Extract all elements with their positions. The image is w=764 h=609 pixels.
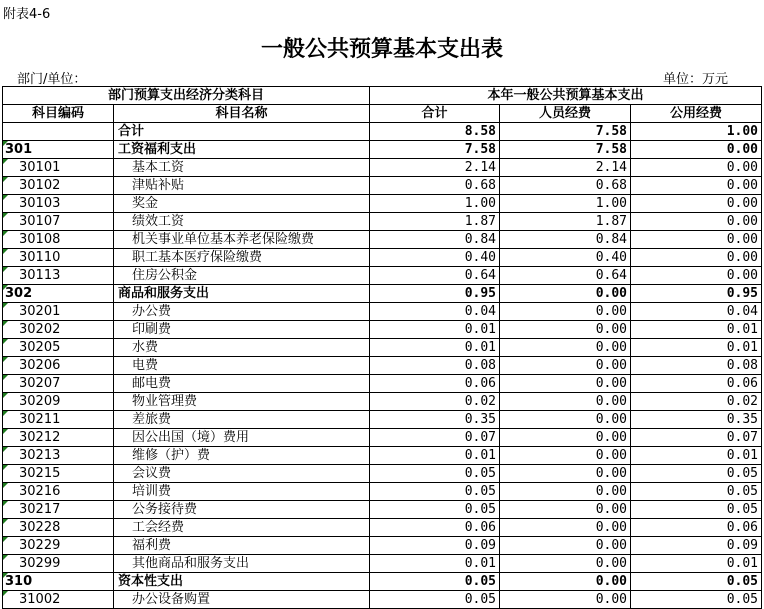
row-public: 0.35 [631, 411, 762, 429]
row-code: 30209 [3, 393, 114, 411]
table-row [3, 303, 762, 321]
row-public: 0.00 [631, 195, 762, 213]
row-name: 机关事业单位基本养老保险缴费 [114, 231, 370, 249]
row-personnel: 0.00 [500, 573, 631, 591]
row-name: 办公费 [114, 303, 370, 321]
table-row [3, 537, 762, 555]
row-personnel: 0.00 [500, 321, 631, 339]
header-public: 公用经费 [631, 105, 762, 123]
row-code: 30207 [3, 375, 114, 393]
expenditure-table [2, 86, 762, 609]
table-row [3, 429, 762, 447]
row-personnel: 0.00 [500, 483, 631, 501]
row-public: 0.02 [631, 393, 762, 411]
header-group-right: 本年一般公共预算基本支出 [370, 87, 762, 105]
row-code: 31002 [3, 591, 114, 609]
row-public: 0.05 [631, 501, 762, 519]
unit-label: 单位：万元 [663, 72, 729, 87]
row-code: 30216 [3, 483, 114, 501]
row-public: 0.05 [631, 591, 762, 609]
row-code: 310 [3, 573, 114, 591]
row-total: 0.84 [370, 231, 500, 249]
row-public: 0.00 [631, 267, 762, 285]
header-row [3, 105, 762, 123]
row-code: 30110 [3, 249, 114, 267]
row-code: 30299 [3, 555, 114, 573]
category-row [3, 141, 762, 159]
row-personnel: 0.00 [500, 285, 631, 303]
row-personnel: 0.00 [500, 447, 631, 465]
row-personnel: 0.00 [500, 465, 631, 483]
row-public: 0.01 [631, 447, 762, 465]
row-name: 职工基本医疗保险缴费 [114, 249, 370, 267]
row-public: 0.05 [631, 465, 762, 483]
row-personnel: 0.00 [500, 429, 631, 447]
row-name: 住房公积金 [114, 267, 370, 285]
row-personnel: 0.40 [500, 249, 631, 267]
row-code: 30201 [3, 303, 114, 321]
row-public: 0.00 [631, 159, 762, 177]
row-public: 0.00 [631, 141, 762, 159]
row-name: 奖金 [114, 195, 370, 213]
category-row [3, 285, 762, 303]
header-personnel: 人员经费 [500, 105, 631, 123]
row-code: 30211 [3, 411, 114, 429]
row-total: 0.40 [370, 249, 500, 267]
row-total: 0.64 [370, 267, 500, 285]
row-name: 福利费 [114, 537, 370, 555]
row-public: 0.01 [631, 321, 762, 339]
row-public: 0.07 [631, 429, 762, 447]
table-row [3, 231, 762, 249]
row-name: 印刷费 [114, 321, 370, 339]
table-row [3, 159, 762, 177]
row-personnel: 0.00 [500, 555, 631, 573]
row-public: 0.01 [631, 339, 762, 357]
row-personnel: 0.00 [500, 339, 631, 357]
table-row [3, 465, 762, 483]
row-public: 0.00 [631, 177, 762, 195]
row-name: 津贴补贴 [114, 177, 370, 195]
row-public: 0.00 [631, 213, 762, 231]
row-total: 0.95 [370, 285, 500, 303]
row-public: 0.05 [631, 483, 762, 501]
row-personnel: 0.00 [500, 501, 631, 519]
row-name: 基本工资 [114, 159, 370, 177]
row-code: 30103 [3, 195, 114, 213]
appendix-note: 附表4-6 [3, 7, 51, 22]
row-total: 0.05 [370, 573, 500, 591]
row-total: 0.07 [370, 429, 500, 447]
row-code: 30229 [3, 537, 114, 555]
table-row [3, 591, 762, 609]
row-personnel: 0.00 [500, 411, 631, 429]
row-name: 差旅费 [114, 411, 370, 429]
table-row [3, 519, 762, 537]
row-personnel: 1.87 [500, 213, 631, 231]
row-total: 0.04 [370, 303, 500, 321]
row-code: 30228 [3, 519, 114, 537]
table-row [3, 375, 762, 393]
row-code: 30212 [3, 429, 114, 447]
row-personnel: 0.00 [500, 537, 631, 555]
row-total: 0.01 [370, 321, 500, 339]
header-total: 合计 [370, 105, 500, 123]
row-code: 30206 [3, 357, 114, 375]
row-code: 30213 [3, 447, 114, 465]
row-code: 30108 [3, 231, 114, 249]
table-row [3, 447, 762, 465]
total-name: 合计 [114, 123, 370, 141]
row-name: 工会经费 [114, 519, 370, 537]
row-name: 维修（护）费 [114, 447, 370, 465]
table-row [3, 321, 762, 339]
row-total: 7.58 [370, 141, 500, 159]
row-code: 30102 [3, 177, 114, 195]
row-total: 0.35 [370, 411, 500, 429]
row-name: 物业管理费 [114, 393, 370, 411]
row-total: 0.01 [370, 447, 500, 465]
row-code: 301 [3, 141, 114, 159]
row-public: 0.95 [631, 285, 762, 303]
row-name: 会议费 [114, 465, 370, 483]
row-personnel: 0.68 [500, 177, 631, 195]
row-name: 公务接待费 [114, 501, 370, 519]
row-name: 办公设备购置 [114, 591, 370, 609]
row-name: 工资福利支出 [114, 141, 370, 159]
table-row [3, 357, 762, 375]
table-row [3, 339, 762, 357]
table-row [3, 501, 762, 519]
table-row [3, 249, 762, 267]
row-name: 因公出国（境）费用 [114, 429, 370, 447]
total-row [3, 123, 762, 141]
row-name: 培训费 [114, 483, 370, 501]
table-row [3, 267, 762, 285]
row-code: 30202 [3, 321, 114, 339]
total-code [3, 123, 114, 141]
table-row [3, 393, 762, 411]
row-personnel: 0.84 [500, 231, 631, 249]
total-total: 8.58 [370, 123, 500, 141]
header-group-left: 部门预算支出经济分类科目 [3, 87, 370, 105]
row-public: 0.00 [631, 249, 762, 267]
row-total: 0.06 [370, 375, 500, 393]
row-code: 30217 [3, 501, 114, 519]
table-row [3, 411, 762, 429]
row-total: 0.05 [370, 501, 500, 519]
row-total: 2.14 [370, 159, 500, 177]
department-label: 部门/单位： [17, 72, 87, 87]
total-personnel: 7.58 [500, 123, 631, 141]
row-name: 其他商品和服务支出 [114, 555, 370, 573]
table-row [3, 195, 762, 213]
row-name: 绩效工资 [114, 213, 370, 231]
row-total: 0.06 [370, 519, 500, 537]
row-public: 0.00 [631, 231, 762, 249]
row-personnel: 0.00 [500, 393, 631, 411]
table-row [3, 483, 762, 501]
header-name: 科目名称 [114, 105, 370, 123]
row-total: 0.05 [370, 483, 500, 501]
row-code: 30205 [3, 339, 114, 357]
row-name: 电费 [114, 357, 370, 375]
row-name: 资本性支出 [114, 573, 370, 591]
row-personnel: 0.00 [500, 375, 631, 393]
row-personnel: 2.14 [500, 159, 631, 177]
row-personnel: 0.64 [500, 267, 631, 285]
row-total: 0.05 [370, 465, 500, 483]
row-code: 30215 [3, 465, 114, 483]
row-total: 0.08 [370, 357, 500, 375]
row-total: 0.05 [370, 591, 500, 609]
row-total: 0.01 [370, 339, 500, 357]
row-total: 1.00 [370, 195, 500, 213]
row-total: 0.09 [370, 537, 500, 555]
category-row [3, 573, 762, 591]
row-personnel: 0.00 [500, 357, 631, 375]
table-row [3, 213, 762, 231]
row-personnel: 0.00 [500, 303, 631, 321]
row-code: 30107 [3, 213, 114, 231]
row-public: 0.09 [631, 537, 762, 555]
row-name: 水费 [114, 339, 370, 357]
row-code: 30101 [3, 159, 114, 177]
table-row [3, 177, 762, 195]
row-public: 0.05 [631, 573, 762, 591]
row-public: 0.06 [631, 519, 762, 537]
row-public: 0.01 [631, 555, 762, 573]
row-total: 0.68 [370, 177, 500, 195]
row-public: 0.04 [631, 303, 762, 321]
page-title: 一般公共预算基本支出表 [260, 36, 503, 62]
row-code: 30113 [3, 267, 114, 285]
row-name: 商品和服务支出 [114, 285, 370, 303]
row-personnel: 1.00 [500, 195, 631, 213]
table-row [3, 555, 762, 573]
row-total: 1.87 [370, 213, 500, 231]
row-total: 0.02 [370, 393, 500, 411]
total-public: 1.00 [631, 123, 762, 141]
row-personnel: 0.00 [500, 591, 631, 609]
row-name: 邮电费 [114, 375, 370, 393]
row-personnel: 7.58 [500, 141, 631, 159]
header-code: 科目编码 [3, 105, 114, 123]
header-group-row [3, 87, 762, 105]
row-public: 0.08 [631, 357, 762, 375]
row-public: 0.06 [631, 375, 762, 393]
row-personnel: 0.00 [500, 519, 631, 537]
row-code: 302 [3, 285, 114, 303]
row-total: 0.01 [370, 555, 500, 573]
